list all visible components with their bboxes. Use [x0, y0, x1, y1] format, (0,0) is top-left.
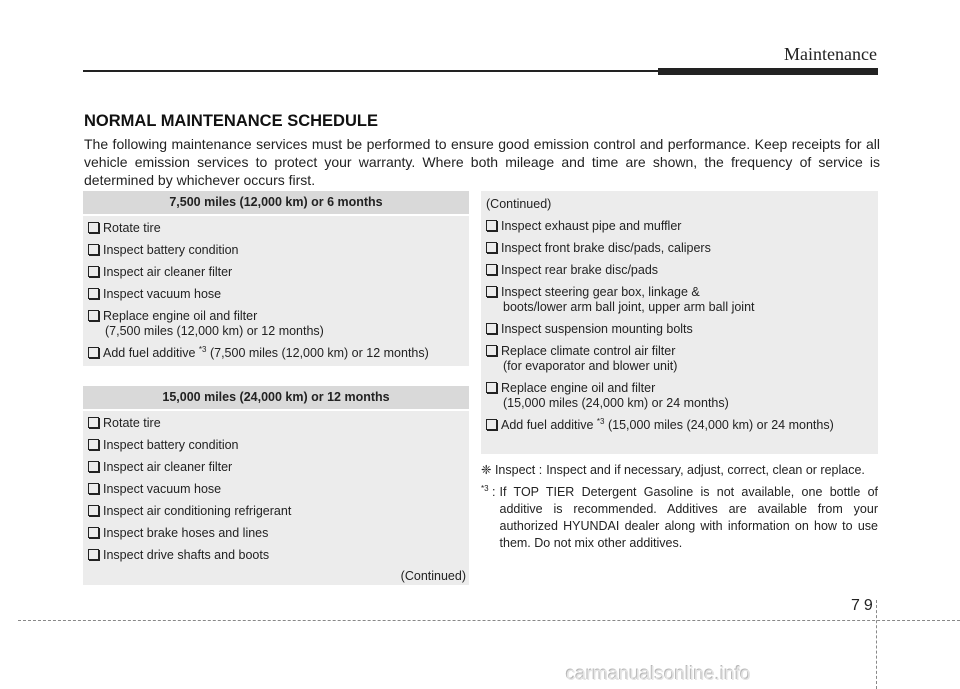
- schedule-box-title: 7,500 miles (12,000 km) or 6 months: [83, 191, 469, 216]
- checkbox-icon: [88, 549, 99, 560]
- schedule-box-title: 15,000 miles (24,000 km) or 12 months: [83, 386, 469, 411]
- header-rule-bar: [658, 68, 878, 75]
- checkbox-icon: [486, 323, 497, 334]
- list-item: Inspect battery condition: [83, 438, 469, 453]
- list-item: Inspect brake hoses and lines: [83, 526, 469, 541]
- checkbox-icon: [486, 345, 497, 356]
- continued-header: (Continued): [486, 197, 552, 211]
- footnote-additive: [481, 484, 878, 552]
- checkbox-icon: [88, 244, 99, 255]
- section-header-title: Maintenance: [784, 44, 877, 64]
- list-item: Inspect steering gear box, linkage & boots/lower arm ball joint, upper arm ball joint: [481, 285, 878, 315]
- schedule-box-15000: [83, 386, 469, 585]
- schedule-box-continued: [481, 191, 878, 454]
- checkbox-icon: [88, 347, 99, 358]
- checkbox-icon: [88, 288, 99, 299]
- checkbox-icon: [486, 286, 497, 297]
- checkbox-icon: [88, 417, 99, 428]
- list-item: Inspect front brake disc/pads, calipers: [481, 241, 878, 256]
- checkbox-icon: [88, 439, 99, 450]
- checkbox-icon: [88, 266, 99, 277]
- list-item: Inspect air cleaner filter: [83, 460, 469, 475]
- checkbox-icon: [486, 382, 497, 393]
- list-item: Inspect battery condition: [83, 243, 469, 258]
- checkbox-icon: [88, 505, 99, 516]
- list-item: Inspect air conditioning refrigerant: [83, 504, 469, 519]
- list-item: Inspect suspension mounting bolts: [481, 322, 878, 337]
- footer-rule: [18, 620, 960, 621]
- checkbox-icon: [486, 264, 497, 275]
- watermark: carmanualsonline.info: [566, 664, 751, 685]
- checkbox-icon: [486, 220, 497, 231]
- list-item: Inspect drive shafts and boots: [83, 548, 469, 563]
- checkbox-icon: [88, 483, 99, 494]
- list-item: Replace climate control air filter (for evaporator and blower unit): [481, 344, 878, 374]
- page-number: 79: [851, 597, 877, 614]
- list-item: Inspect air cleaner filter: [83, 265, 469, 280]
- footnote-label: ❈ Inspect :: [481, 463, 543, 477]
- footnote-text: If TOP TIER Detergent Gasoline is not available, one bottle of additive is recommended. Additives are available from your authorized HYUNDAI dealer along with information on how to use them. Do not mix other additives.: [499, 485, 878, 550]
- page-title: NORMAL MAINTENANCE SCHEDULE: [84, 112, 378, 130]
- checkbox-icon: [486, 242, 497, 253]
- list-item: Replace engine oil and filter (7,500 miles (12,000 km) or 12 months): [83, 309, 469, 339]
- intro-paragraph: The following maintenance services must be performed to ensure good emission control and performance. Keep receipts for all vehicle emission services to protect your warranty. Where both mileage and time are shown, the frequency of service is determined by whichever occurs first.: [84, 136, 880, 188]
- list-item: Rotate tire: [83, 416, 469, 431]
- footnote-label: $^{*3}$ :: [481, 483, 496, 499]
- list-item: Rotate tire: [83, 221, 469, 236]
- list-item: Add fuel additive $^{*3}$ (15,000 miles (24,000 km) or 24 months): [481, 418, 878, 433]
- list-item: Inspect rear brake disc/pads: [481, 263, 878, 278]
- list-item: Inspect vacuum hose: [83, 482, 469, 497]
- list-item: Add fuel additive $^{*3}$ (7,500 miles (12,000 km) or 12 months): [83, 346, 469, 361]
- checkbox-icon: [486, 419, 497, 430]
- list-item: Inspect exhaust pipe and muffler: [481, 219, 878, 234]
- footnote-inspect: [481, 462, 878, 479]
- list-item: Inspect vacuum hose: [83, 287, 469, 302]
- checkbox-icon: [88, 461, 99, 472]
- list-item: Replace engine oil and filter (15,000 miles (24,000 km) or 24 months): [481, 381, 878, 411]
- checkbox-icon: [88, 310, 99, 321]
- checkbox-icon: [88, 222, 99, 233]
- header-rule: [83, 70, 658, 72]
- checkbox-icon: [88, 527, 99, 538]
- footnote-text: Inspect and if necessary, adjust, correct, clean or replace.: [546, 463, 865, 477]
- continued-label: (Continued): [400, 569, 466, 583]
- schedule-box-7500: [83, 191, 469, 366]
- footnotes: [481, 462, 878, 557]
